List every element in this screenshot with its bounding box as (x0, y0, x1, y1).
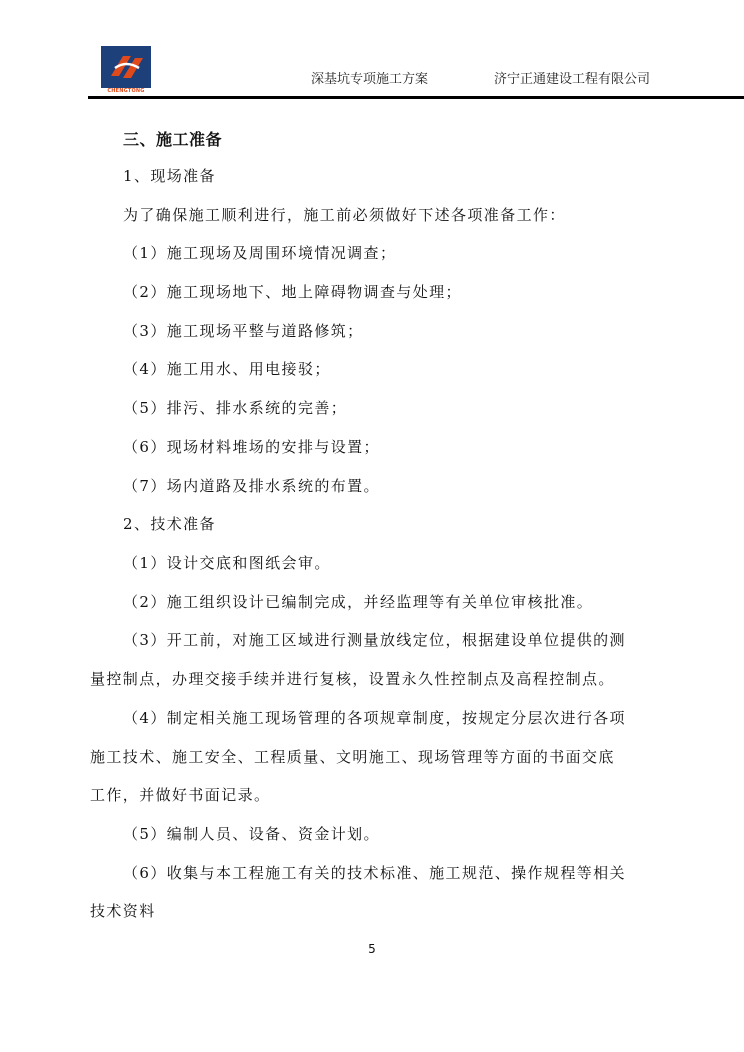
subsection-heading-tech: 2、技术准备 (123, 515, 216, 533)
logo-mark-icon (101, 46, 151, 88)
list-item-continuation: 量控制点，办理交接手续并进行复核，设置永久性控制点及高程控制点。 (90, 670, 615, 688)
list-item: （5）编制人员、设备、资金计划。 (123, 825, 380, 843)
header-document-title: 深基坑专项施工方案 (311, 72, 429, 87)
header-company-name: 济宁正通建设工程有限公司 (494, 72, 651, 87)
list-item: （2）施工现场地下、地上障碍物调查与处理； (123, 283, 462, 301)
paragraph-intro: 为了确保施工顺利进行，施工前必须做好下述各项准备工作： (123, 206, 566, 224)
list-item: （4）制定相关施工现场管理的各项规章制度，按规定分层次进行各项 (123, 709, 626, 727)
header-divider (88, 96, 744, 99)
list-item: （4）施工用水、用电接驳； (123, 360, 331, 378)
list-item: （3）施工现场平整与道路修筑； (123, 322, 364, 340)
list-item-continuation: 施工技术、施工安全、工程质量、文明施工、现场管理等方面的书面交底 (90, 748, 615, 766)
list-item: （6）收集与本工程施工有关的技术标准、施工规范、操作规程等相关 (123, 864, 626, 882)
list-item: （7）场内道路及排水系统的布置。 (123, 477, 380, 495)
page-number: 5 (368, 942, 376, 956)
list-item: （1）施工现场及周围环境情况调查； (123, 244, 397, 262)
list-item: （6）现场材料堆场的安排与设置； (123, 438, 380, 456)
subsection-heading-site: 1、现场准备 (123, 167, 216, 185)
section-heading: 三、施工准备 (123, 130, 223, 149)
list-item: （1）设计交底和图纸会审。 (123, 554, 331, 572)
list-item: （3）开工前，对施工区域进行测量放线定位，根据建设单位提供的测 (123, 631, 626, 649)
list-item: （2）施工组织设计已编制完成，并经监理等有关单位审核批准。 (123, 593, 594, 611)
logo-text: CHENGTONG (107, 88, 145, 94)
list-item: （5）排污、排水系统的完善； (123, 399, 348, 417)
list-item-continuation: 技术资料 (90, 902, 156, 920)
list-item-continuation: 工作，并做好书面记录。 (90, 786, 271, 804)
